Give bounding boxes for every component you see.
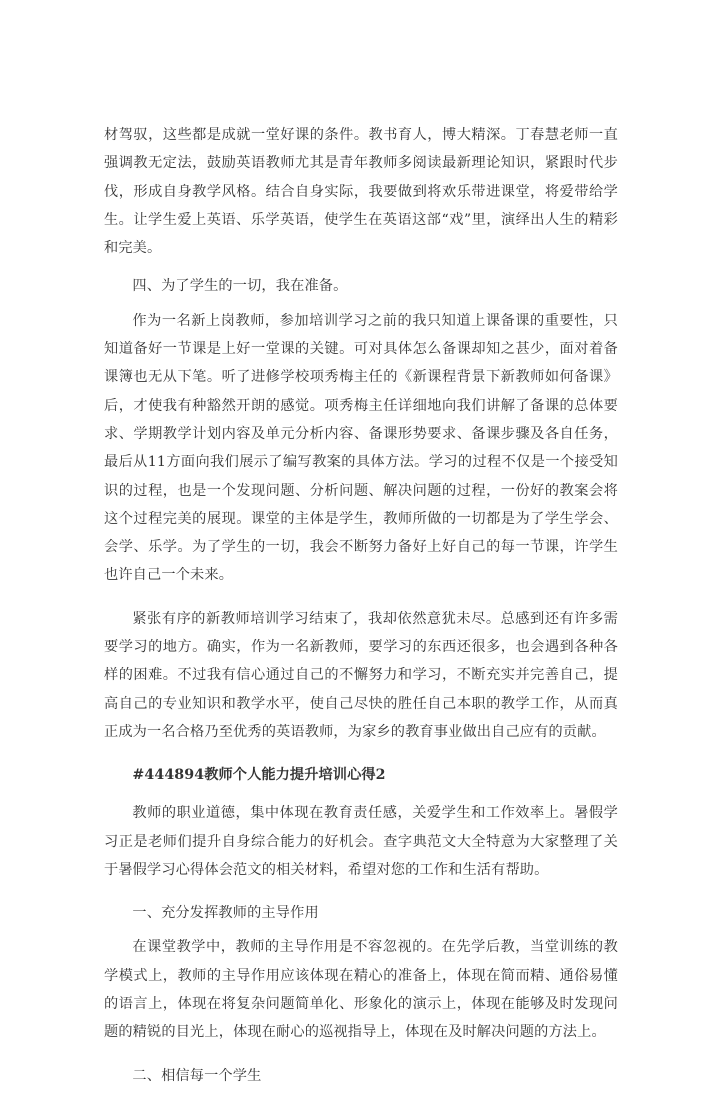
document-body (104, 121, 618, 1096)
paragraph-conclusion: 紧张有序的新教师培训学习结束了，我却依然意犹未尽。总感到还有许多需要学习的地方。确实，作为一名新教师，要学习的东西还很多，也会遇到各种各样的困难。不过我有信心通过自己的不懈努力和学习，不断充实并完善自己，提高自己的专业知识和教学水平，使自己尽快的胜任自己本职的教学工作，从而真正成为一名合格乃至优秀的英语教师，为家乡的教育事业做出自己应有的贡献。 (104, 610, 618, 740)
paragraph-lesson-prep: 作为一名新上岗教师，参加培训学习之前的我只知道上课备课的重要性，只知道备好一节课是上好一堂课的关键。可对具体怎么备课却知之甚少，面对着备课簿也无从下笔。听了进修学校项秀梅主任的《新课程背景下新教师如何备课》后，才使我有种豁然开朗的感觉。项秀梅主任详细地向我们讲解了备课的总体要求、学期教学计划内容及单元分析内容、备课形势要求、备课步骤及各自任务，最后从11方面向我们展示了编写教案的具体方法。学习的过程不仅是一个接受知识的过程，也是一个发现问题、分析问题、解决问题的过程，一份好的教案会将这个过程完美的展现。课堂的主体是学生，教师所做的一切都是为了学生学会、会学、乐学。为了学生的一切，我会不断努力备好上好自己的每一节课，许学生也许自己一个未来。 (104, 312, 618, 584)
section-heading-1: 一、充分发挥教师的主导作用 (132, 905, 319, 922)
article-title: #444894教师个人能力提升培训心得2 (132, 767, 386, 784)
section-heading-2: 二、相信每一个学生 (132, 1067, 262, 1084)
paragraph-teacher-role: 在课堂教学中，教师的主导作用是不容忽视的。在先学后教，当堂训练的教学模式上，教师的主导作用应该体现在精心的准备上，体现在简而精、通俗易懂的语言上，体现在将复杂问题简单化、形象化的演示上，体现在能够及时发现问题的精锐的目光上，体现在耐心的巡视指导上，体现在及时解决问题的方法上。 (104, 939, 618, 1041)
paragraph-intro: 教师的职业道德，集中体现在教育责任感，关爱学生和工作效率上。暑假学习正是老师们提升自身综合能力的好机会。查字典范文大全特意为大家整理了关于暑假学习心得体会范文的相关材料，希望对您的工作和生活有帮助。 (104, 805, 618, 878)
paragraph-continued: 材驾驭，这些都是成就一堂好课的条件。教书育人，博大精深。丁春慧老师一直强调教无定法，鼓励英语教师尤其是青年教师多阅读最新理论知识，紧跟时代步伐，形成自身教学风格。结合自身实际，我要做到将欢乐带进课堂，将爱带给学生。让学生爱上英语、乐学英语，使学生在英语这部“戏”里，演绎出人生的精彩和完美。 (104, 127, 618, 257)
section-heading-4: 四、为了学生的一切，我在准备。 (132, 278, 348, 295)
